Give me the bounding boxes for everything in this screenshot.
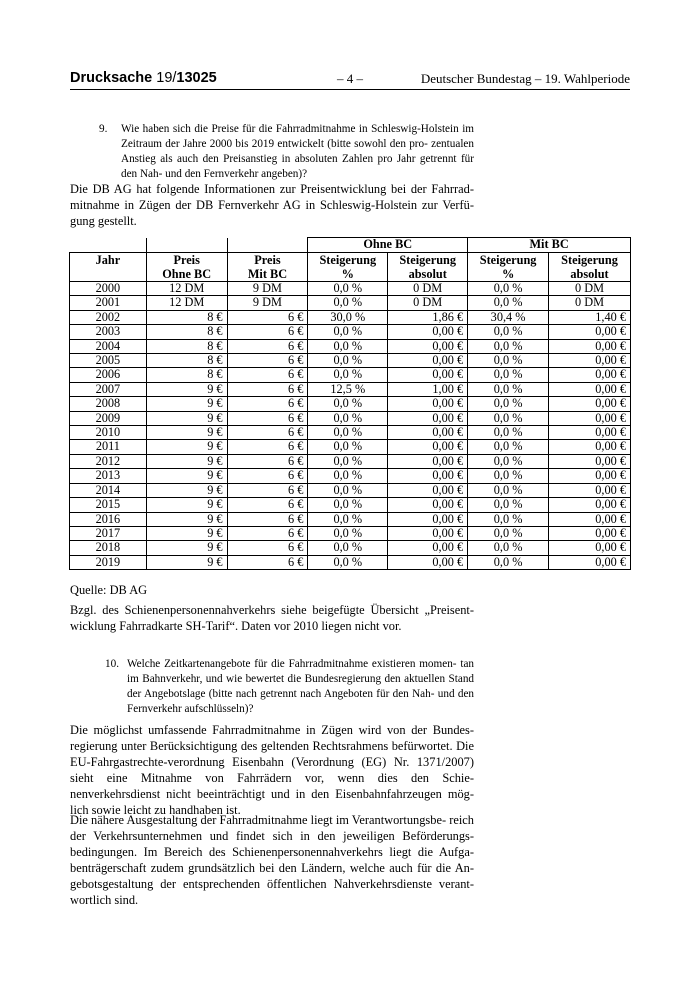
table-corner <box>70 238 147 253</box>
table-cell: 0,0 % <box>468 411 549 425</box>
table-cell: 0,00 € <box>388 483 468 497</box>
table-cell: 0,00 € <box>549 469 631 483</box>
table-cell: 0,0 % <box>308 512 388 526</box>
table-cell: 9 € <box>146 526 227 540</box>
table-cell: 0,0 % <box>308 325 388 339</box>
table-cell: 2010 <box>70 426 147 440</box>
question-number: 10. <box>105 658 119 670</box>
table-cell: 8 € <box>146 339 227 353</box>
column-header: Steigerung % <box>308 253 388 282</box>
question-number: 9. <box>99 123 108 135</box>
table-cell: 2009 <box>70 411 147 425</box>
table-cell: 0,00 € <box>388 368 468 382</box>
column-header: Steigerung % <box>468 253 549 282</box>
table-cell: 6 € <box>227 541 308 555</box>
table-cell: 0,0 % <box>308 483 388 497</box>
table-cell: 12 DM <box>146 296 227 310</box>
table-cell: 0,0 % <box>468 541 549 555</box>
table-row <box>70 282 631 296</box>
table-row <box>70 382 631 396</box>
table-cell: 6 € <box>227 512 308 526</box>
table-cell: 2011 <box>70 440 147 454</box>
table-cell: 0,00 € <box>388 354 468 368</box>
question-text: Wie haben sich die Preise für die Fahrradmitnahme in Schleswig-Holstein im Zeitraum der Jahre 2000 bis 2019 entwickelt (bitte sowohl den pro- zentualen Anstieg als auch den Preisanstieg in absoluten Zahlen pro Jahr getrennt für den Nah- und den Fernverkehr angeben)? <box>121 123 475 180</box>
bzgl-paragraph: Bzgl. des Schienenpersonennahverkehrs siehe beigefügte Übersicht „Preisent- wicklung Fahrradkarte SH-Tarif“. Daten vor 2010 liegen nicht vor. <box>70 603 474 633</box>
table-cell: 2000 <box>70 282 147 296</box>
table-cell: 0,0 % <box>468 282 549 296</box>
table-cell: 0,00 € <box>388 512 468 526</box>
table-cell: 0,00 € <box>549 512 631 526</box>
table-cell: 8 € <box>146 368 227 382</box>
table-cell: 2014 <box>70 483 147 497</box>
table-cell: 0,0 % <box>308 469 388 483</box>
table-cell: 9 € <box>146 382 227 396</box>
table-cell: 2001 <box>70 296 147 310</box>
table-cell: 0,0 % <box>468 296 549 310</box>
answer-10-paragraph-1: Die möglichst umfassende Fahrradmitnahme in Zügen wird von der Bundes- regierung unter Berücksichtigung des geltenden Rechtsrahmens befürwortet. Die EU-Fahrgastrechte-verordnung Eisenbahn (Verordnung (EG) Nr. 1371/2007) sieht eine Mitnahme von Fahrrädern vor, wenn dies den Schie- nenverkehrsdienst nicht beeinträchtigt und in den Eisenbahnfahrzeugen mög- lich sowie leicht zu handhaben ist. <box>70 723 474 817</box>
table-cell: 0,0 % <box>468 354 549 368</box>
table-cell: 0,00 € <box>388 469 468 483</box>
table-cell: 0,00 € <box>388 440 468 454</box>
table-cell: 0,00 € <box>549 354 631 368</box>
question-text: Welche Zeitkartenangebote für die Fahrradmitnahme existieren momen- tan im Bahnverkehr, und wie bewertet die Bundesregierung den aktuellen Stand der Angebotslage (bitte nach getrennt nach Angeboten für den Nah- und den Fernverkehr aufschlüsseln)? <box>127 658 475 715</box>
table-cell: 6 € <box>227 354 308 368</box>
table-cell: 30,0 % <box>308 310 388 324</box>
table-cell: 9 € <box>146 454 227 468</box>
column-header: Steigerung absolut <box>388 253 468 282</box>
header-rule <box>70 89 630 90</box>
table-cell: 9 € <box>146 469 227 483</box>
table-cell: 0,00 € <box>549 426 631 440</box>
intro-paragraph: Die DB AG hat folgende Informationen zur Preisentwicklung bei der Fahrrad- mitnahme in Zügen der DB Fernverkehr AG in Schleswig-Holstein zur Verfü- gung gestellt. <box>70 182 474 228</box>
table-cell: 6 € <box>227 555 308 569</box>
table-cell: 6 € <box>227 469 308 483</box>
table-cell: 9 € <box>146 440 227 454</box>
table-cell: 1,86 € <box>388 310 468 324</box>
table-cell: 0,0 % <box>468 483 549 497</box>
table-cell: 0,00 € <box>388 339 468 353</box>
source-note: Quelle: DB AG <box>70 583 148 597</box>
publisher: Deutscher Bundestag – 19. Wahlperiode <box>420 71 630 86</box>
table-cell: 0,0 % <box>308 397 388 411</box>
table-cell: 2006 <box>70 368 147 382</box>
table-cell: 6 € <box>227 382 308 396</box>
table-cell: 0,00 € <box>549 454 631 468</box>
table-row <box>70 310 631 324</box>
table-row <box>70 512 631 526</box>
table-cell: 0,00 € <box>549 325 631 339</box>
table-cell: 9 € <box>146 498 227 512</box>
table-cell: 2007 <box>70 382 147 396</box>
table-cell: 0,00 € <box>549 498 631 512</box>
table-row <box>70 368 631 382</box>
table-row <box>70 498 631 512</box>
page-number: – 4 – <box>337 71 363 86</box>
table-row <box>70 339 631 353</box>
table-cell: 0,00 € <box>549 339 631 353</box>
table-cell: 9 € <box>146 541 227 555</box>
table-cell: 0,0 % <box>468 339 549 353</box>
table-cell: 6 € <box>227 498 308 512</box>
table-cell: 0,0 % <box>308 368 388 382</box>
table-cell: 6 € <box>227 454 308 468</box>
table-cell: 1,40 € <box>549 310 631 324</box>
table-cell: 2003 <box>70 325 147 339</box>
table-cell: 12,5 % <box>308 382 388 396</box>
table-cell: 2013 <box>70 469 147 483</box>
table-row <box>70 426 631 440</box>
table-cell: 0,00 € <box>388 498 468 512</box>
table-cell: 2004 <box>70 339 147 353</box>
table-cell: 0,0 % <box>308 282 388 296</box>
table-row <box>70 454 631 468</box>
page-header <box>70 70 630 90</box>
table-cell: 0,0 % <box>468 498 549 512</box>
table-cell: 8 € <box>146 310 227 324</box>
table-cell: 0,0 % <box>308 426 388 440</box>
column-header: Preis Mit BC <box>227 253 308 282</box>
table-row <box>70 440 631 454</box>
table-row <box>70 555 631 569</box>
table-cell: 0,00 € <box>388 397 468 411</box>
table-cell: 9 DM <box>227 282 308 296</box>
table-cell: 0,0 % <box>468 382 549 396</box>
table-cell: 0,0 % <box>308 354 388 368</box>
table-row <box>70 411 631 425</box>
table-cell: 0,0 % <box>308 526 388 540</box>
question-10 <box>105 657 475 717</box>
table-cell: 0,0 % <box>308 411 388 425</box>
table-cell: 0 DM <box>388 282 468 296</box>
table-cell: 6 € <box>227 526 308 540</box>
table-body <box>70 282 631 570</box>
table-cell: 0,0 % <box>308 454 388 468</box>
table-cell: 6 € <box>227 397 308 411</box>
table-group-header <box>70 238 631 253</box>
table-row <box>70 397 631 411</box>
table-row <box>70 325 631 339</box>
table-cell: 9 € <box>146 483 227 497</box>
table-row <box>70 483 631 497</box>
table-cell: 6 € <box>227 339 308 353</box>
table-cell: 0,00 € <box>549 483 631 497</box>
table-row <box>70 296 631 310</box>
column-header: Preis Ohne BC <box>146 253 227 282</box>
table-cell: 2015 <box>70 498 147 512</box>
table-cell: 0,00 € <box>549 382 631 396</box>
table-cell: 0,00 € <box>549 411 631 425</box>
table-cell: 0,00 € <box>388 426 468 440</box>
table-cell: 0,0 % <box>308 440 388 454</box>
group-ohne-bc: Ohne BC <box>308 238 468 253</box>
table-row <box>70 354 631 368</box>
table-cell: 0,00 € <box>549 368 631 382</box>
table-cell: 2018 <box>70 541 147 555</box>
table-cell: 2019 <box>70 555 147 569</box>
column-header: Jahr <box>70 253 147 282</box>
table-cell: 0,00 € <box>388 411 468 425</box>
table-cell: 0,0 % <box>468 526 549 540</box>
table-cell: 9 DM <box>227 296 308 310</box>
table-cell: 9 € <box>146 555 227 569</box>
group-mit-bc: Mit BC <box>468 238 631 253</box>
table-cell: 0,0 % <box>308 498 388 512</box>
table-cell: 0,00 € <box>549 440 631 454</box>
table-cell: 9 € <box>146 512 227 526</box>
table-cell: 0,0 % <box>468 440 549 454</box>
table-cell: 0,0 % <box>468 555 549 569</box>
table-cell: 2002 <box>70 310 147 324</box>
column-header: Steigerung absolut <box>549 253 631 282</box>
table-cell: 0 DM <box>549 296 631 310</box>
table-cell: 2012 <box>70 454 147 468</box>
table-cell: 0,0 % <box>468 512 549 526</box>
table-row <box>70 469 631 483</box>
table-row <box>70 541 631 555</box>
table-cell: 0 DM <box>549 282 631 296</box>
answer-10-paragraph-2: Die nähere Ausgestaltung der Fahrradmitnahme liegt im Verantwortungsbe- reich der Verkehrsunternehmen und findet sich in den jeweiligen Beförderungs- bedingungen. Im Bereich des Schienenpersonennahverkehrs liegt die Aufga- benträgerschaft zudem grundsätzlich bei den Ländern, welche auch für die An- gebotsgestaltung der entsprechenden öffentlichen Nahverkehrsdienste verant- wortlich sind. <box>70 813 474 907</box>
table-cell: 0,0 % <box>468 454 549 468</box>
table-cell: 30,4 % <box>468 310 549 324</box>
table-cell: 0,00 € <box>549 541 631 555</box>
table-cell: 0,0 % <box>308 339 388 353</box>
table-row <box>70 526 631 540</box>
table-cell: 0,0 % <box>308 296 388 310</box>
table-cell: 0,0 % <box>308 541 388 555</box>
table-cell: 2008 <box>70 397 147 411</box>
table-cell: 0,0 % <box>468 368 549 382</box>
table-cell: 6 € <box>227 411 308 425</box>
table-cell: 8 € <box>146 325 227 339</box>
table-cell: 6 € <box>227 440 308 454</box>
table-cell: 1,00 € <box>388 382 468 396</box>
table-cell: 0 DM <box>388 296 468 310</box>
table-cell: 8 € <box>146 354 227 368</box>
table-cell: 2005 <box>70 354 147 368</box>
table-cell: 0,00 € <box>388 325 468 339</box>
table-cell: 0,0 % <box>468 426 549 440</box>
table-column-header <box>70 253 631 282</box>
table-cell: 6 € <box>227 325 308 339</box>
table-cell: 12 DM <box>146 282 227 296</box>
table-cell: 0,00 € <box>388 541 468 555</box>
document-number: Drucksache 19/13025 <box>70 70 217 86</box>
table-cell: 9 € <box>146 397 227 411</box>
table-cell: 0,00 € <box>388 454 468 468</box>
table-cell: 2016 <box>70 512 147 526</box>
table-cell: 9 € <box>146 411 227 425</box>
table-cell: 6 € <box>227 310 308 324</box>
table-cell: 0,00 € <box>549 555 631 569</box>
table-cell: 2017 <box>70 526 147 540</box>
table-cell: 0,00 € <box>388 555 468 569</box>
table-cell: 9 € <box>146 426 227 440</box>
table-cell: 6 € <box>227 426 308 440</box>
table-cell: 0,0 % <box>468 469 549 483</box>
table-cell: 0,0 % <box>468 325 549 339</box>
table-cell: 0,0 % <box>468 397 549 411</box>
table-cell: 0,0 % <box>308 555 388 569</box>
price-table <box>69 237 631 570</box>
question-9 <box>99 122 475 182</box>
table-cell: 0,00 € <box>549 397 631 411</box>
table-cell: 6 € <box>227 368 308 382</box>
table-cell: 0,00 € <box>388 526 468 540</box>
table-cell: 6 € <box>227 483 308 497</box>
table-cell: 0,00 € <box>549 526 631 540</box>
